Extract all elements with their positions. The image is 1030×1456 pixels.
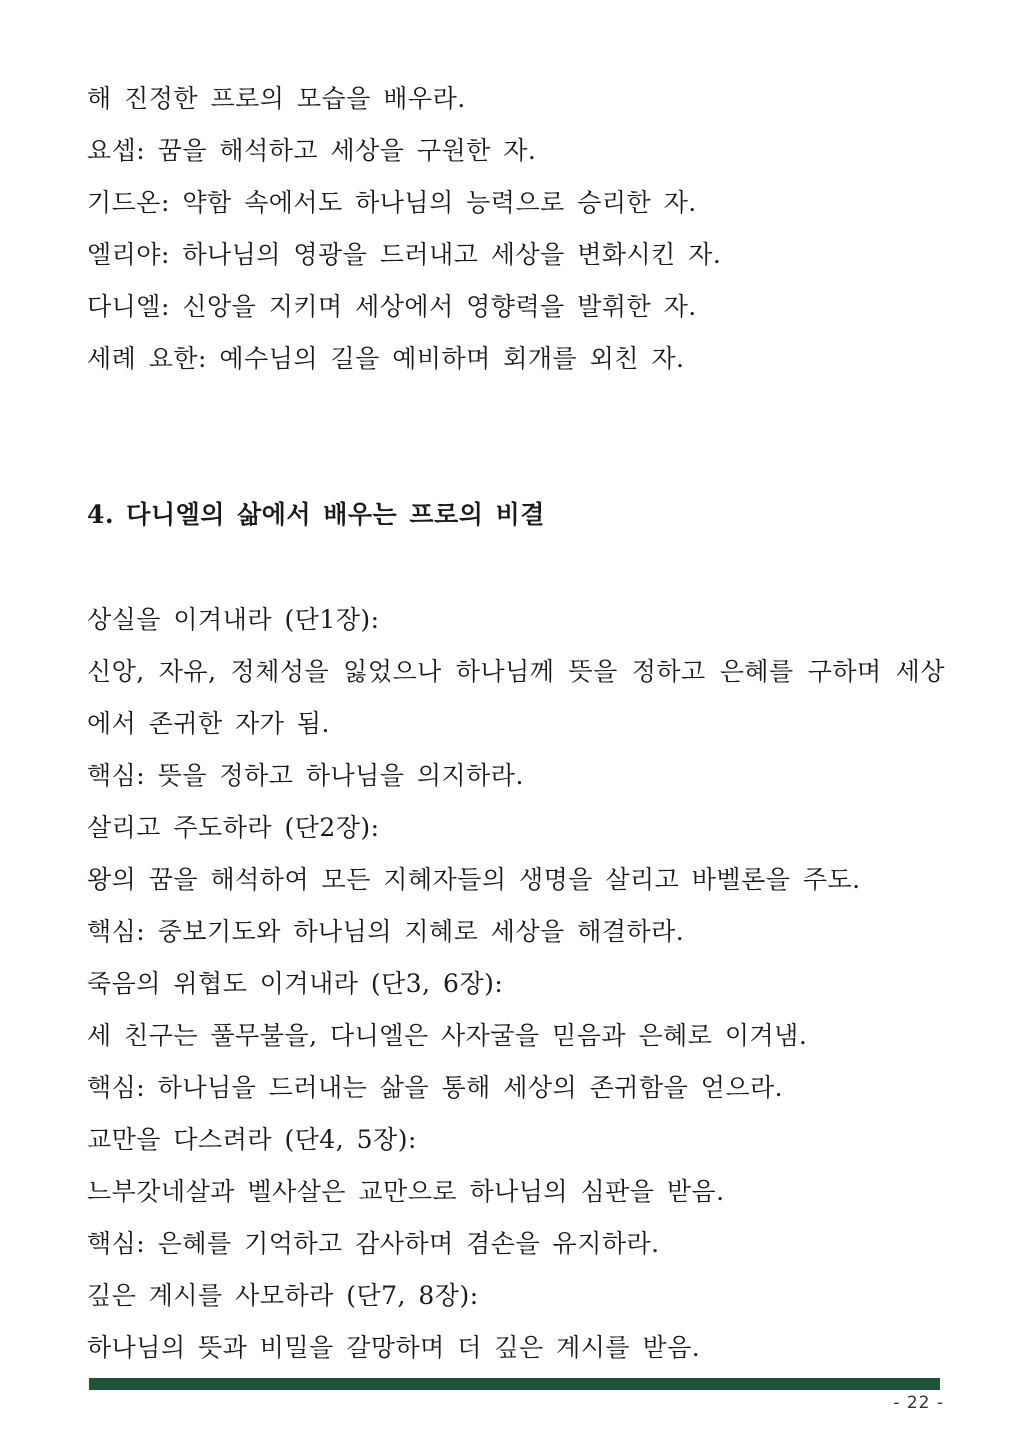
section-heading: 4. 다니엘의 삶에서 배우는 프로의 비결 [87, 500, 545, 529]
text-line: 세 친구는 풀무불을, 다니엘은 사자굴을 믿음과 은혜로 이겨냄. [87, 1021, 808, 1050]
text-line: 요셉: 꿈을 해석하고 세상을 구원한 자. [87, 136, 537, 165]
key-point-line: 핵심: 하나님을 드러내는 삶을 통해 세상의 존귀함을 얻으라. [87, 1073, 784, 1102]
text-line: 해 진정한 프로의 모습을 배우라. [87, 84, 466, 113]
key-point-line: 핵심: 중보기도와 하나님의 지혜로 세상을 해결하라. [87, 917, 685, 946]
text-line: 왕의 꿈을 해석하여 모든 지혜자들의 생명을 살리고 바벨론을 주도. [87, 865, 861, 894]
subsection-title: 상실을 이겨내라 (단1장): [87, 605, 380, 634]
text-line: 엘리야: 하나님의 영광을 드러내고 세상을 변화시킨 자. [87, 240, 722, 269]
text-line: 에서 존귀한 자가 됨. [87, 709, 330, 738]
text-line: 기드온: 약함 속에서도 하나님의 능력으로 승리한 자. [87, 188, 697, 217]
subsection-title: 살리고 주도하라 (단2장): [87, 813, 380, 842]
subsection-title: 교만을 다스려라 (단4, 5장): [87, 1125, 417, 1154]
text-line: 세례 요한: 예수님의 길을 예비하며 회개를 외친 자. [87, 344, 685, 373]
key-point-line: 핵심: 뜻을 정하고 하나님을 의지하라. [87, 761, 524, 790]
page-number: - 22 - [893, 1393, 944, 1413]
text-line: 신앙, 자유, 정체성을 잃었으나 하나님께 뜻을 정하고 은혜를 구하며 세상 [87, 657, 945, 686]
subsection-title: 깊은 계시를 사모하라 (단7, 8장): [87, 1281, 479, 1310]
footer-divider-bar [89, 1378, 940, 1390]
text-line: 하나님의 뜻과 비밀을 갈망하며 더 깊은 계시를 받음. [87, 1333, 701, 1362]
key-point-line: 핵심: 은혜를 기억하고 감사하며 겸손을 유지하라. [87, 1229, 660, 1258]
text-line: 느부갓네살과 벨사살은 교만으로 하나님의 심판을 받음. [87, 1177, 725, 1206]
text-line: 다니엘: 신앙을 지키며 세상에서 영향력을 발휘한 자. [87, 292, 697, 321]
subsection-title: 죽음의 위협도 이겨내라 (단3, 6장): [87, 969, 504, 998]
